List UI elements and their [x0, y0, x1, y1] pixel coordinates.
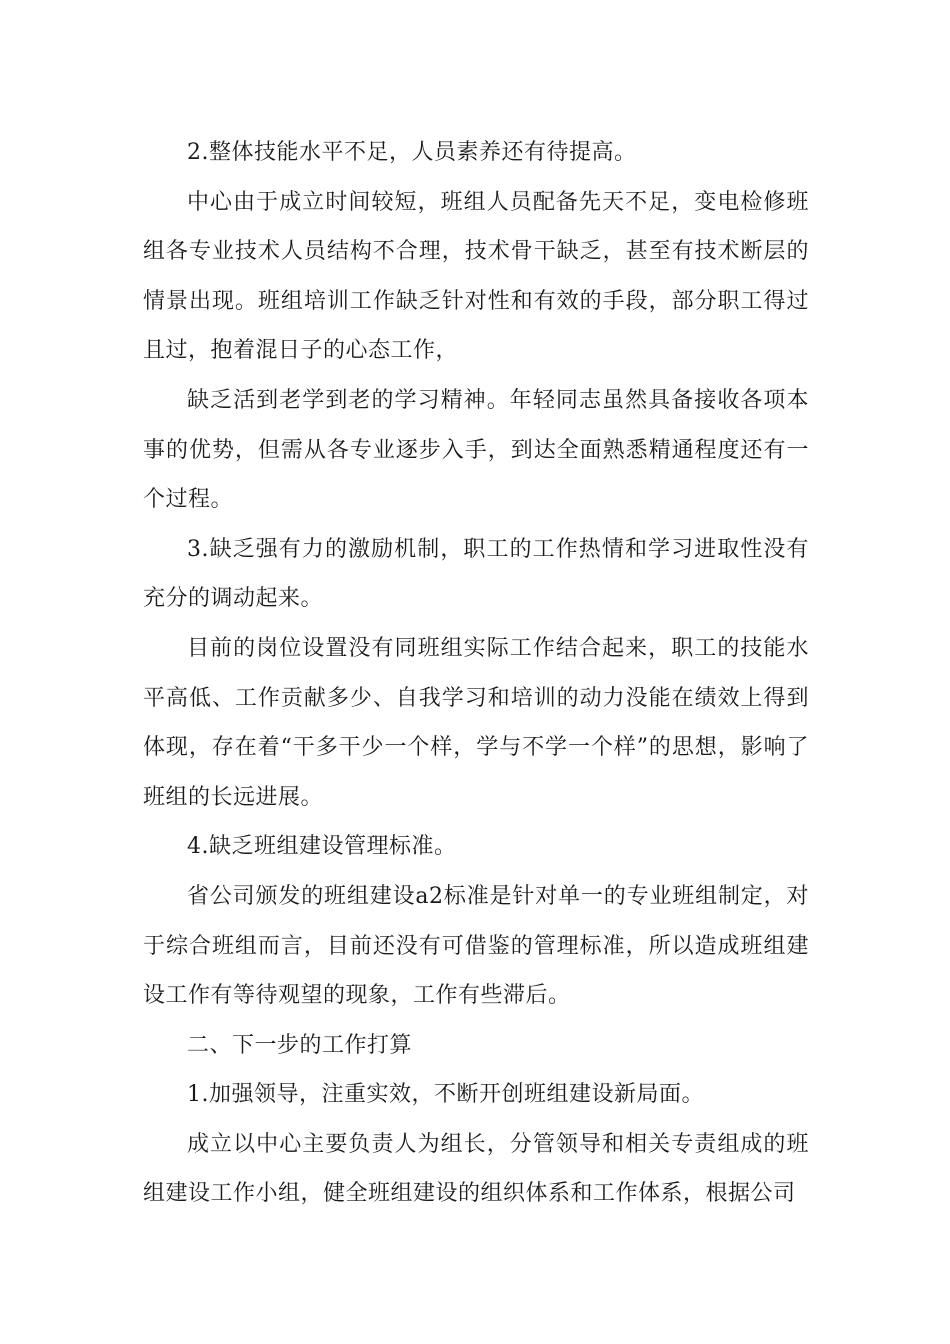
paragraph-heading-4: 4.缺乏班组建设管理标准。 [187, 834, 457, 860]
paragraph: 省公司颁发的班组建设a2标准是针对单一的专业班组制定，对于综合班组而言，目前还没有可借鉴的管理标准，所以造成班组建设工作有等待观望的现象，工作有些滞后。 [143, 883, 809, 1009]
paragraph: 目前的岗位设置没有同班组实际工作结合起来，职工的技能水平高低、工作贡献多少、自我学习和培训的动力没能在绩效上得到体现，存在着“干多干少一个样，学与不学一个样”的思想，影响了班组的长远进展。 [143, 635, 809, 810]
paragraph-heading-2: 2.整体技能水平不足，人员素养还有待提高。 [187, 140, 637, 165]
paragraph: 缺乏活到老学到老的学习精神。年轻同志虽然具备接收各项本事的优势，但需从各专业逐步入手，到达全面熟悉精通程度还有一个过程。 [143, 387, 809, 513]
paragraph: 中心由于成立时间较短，班组人员配备先天不足，变电检修班组各专业技术人员结构不合理，技术骨干缺乏，甚至有技术断层的情景出现。班组培训工作缺乏针对性和有效的手段，部分职工得过且过，抱着混日子的心态工作， [143, 189, 809, 364]
paragraph: 成立以中心主要负责人为组长，分管领导和相关专责组成的班组建设工作小组，健全班组建设的组织体系和工作体系，根据公司 [143, 1131, 809, 1207]
document-body [143, 128, 809, 1219]
section-heading: 二、下一步的工作打算 [187, 1032, 413, 1058]
paragraph-heading-3: 3.缺乏强有力的激励机制，职工的工作热情和学习进取性没有充分的调动起来。 [143, 536, 809, 612]
paragraph-heading-1: 1.加强领导，注重实效，不断开创班组建设新局面。 [187, 1082, 704, 1108]
